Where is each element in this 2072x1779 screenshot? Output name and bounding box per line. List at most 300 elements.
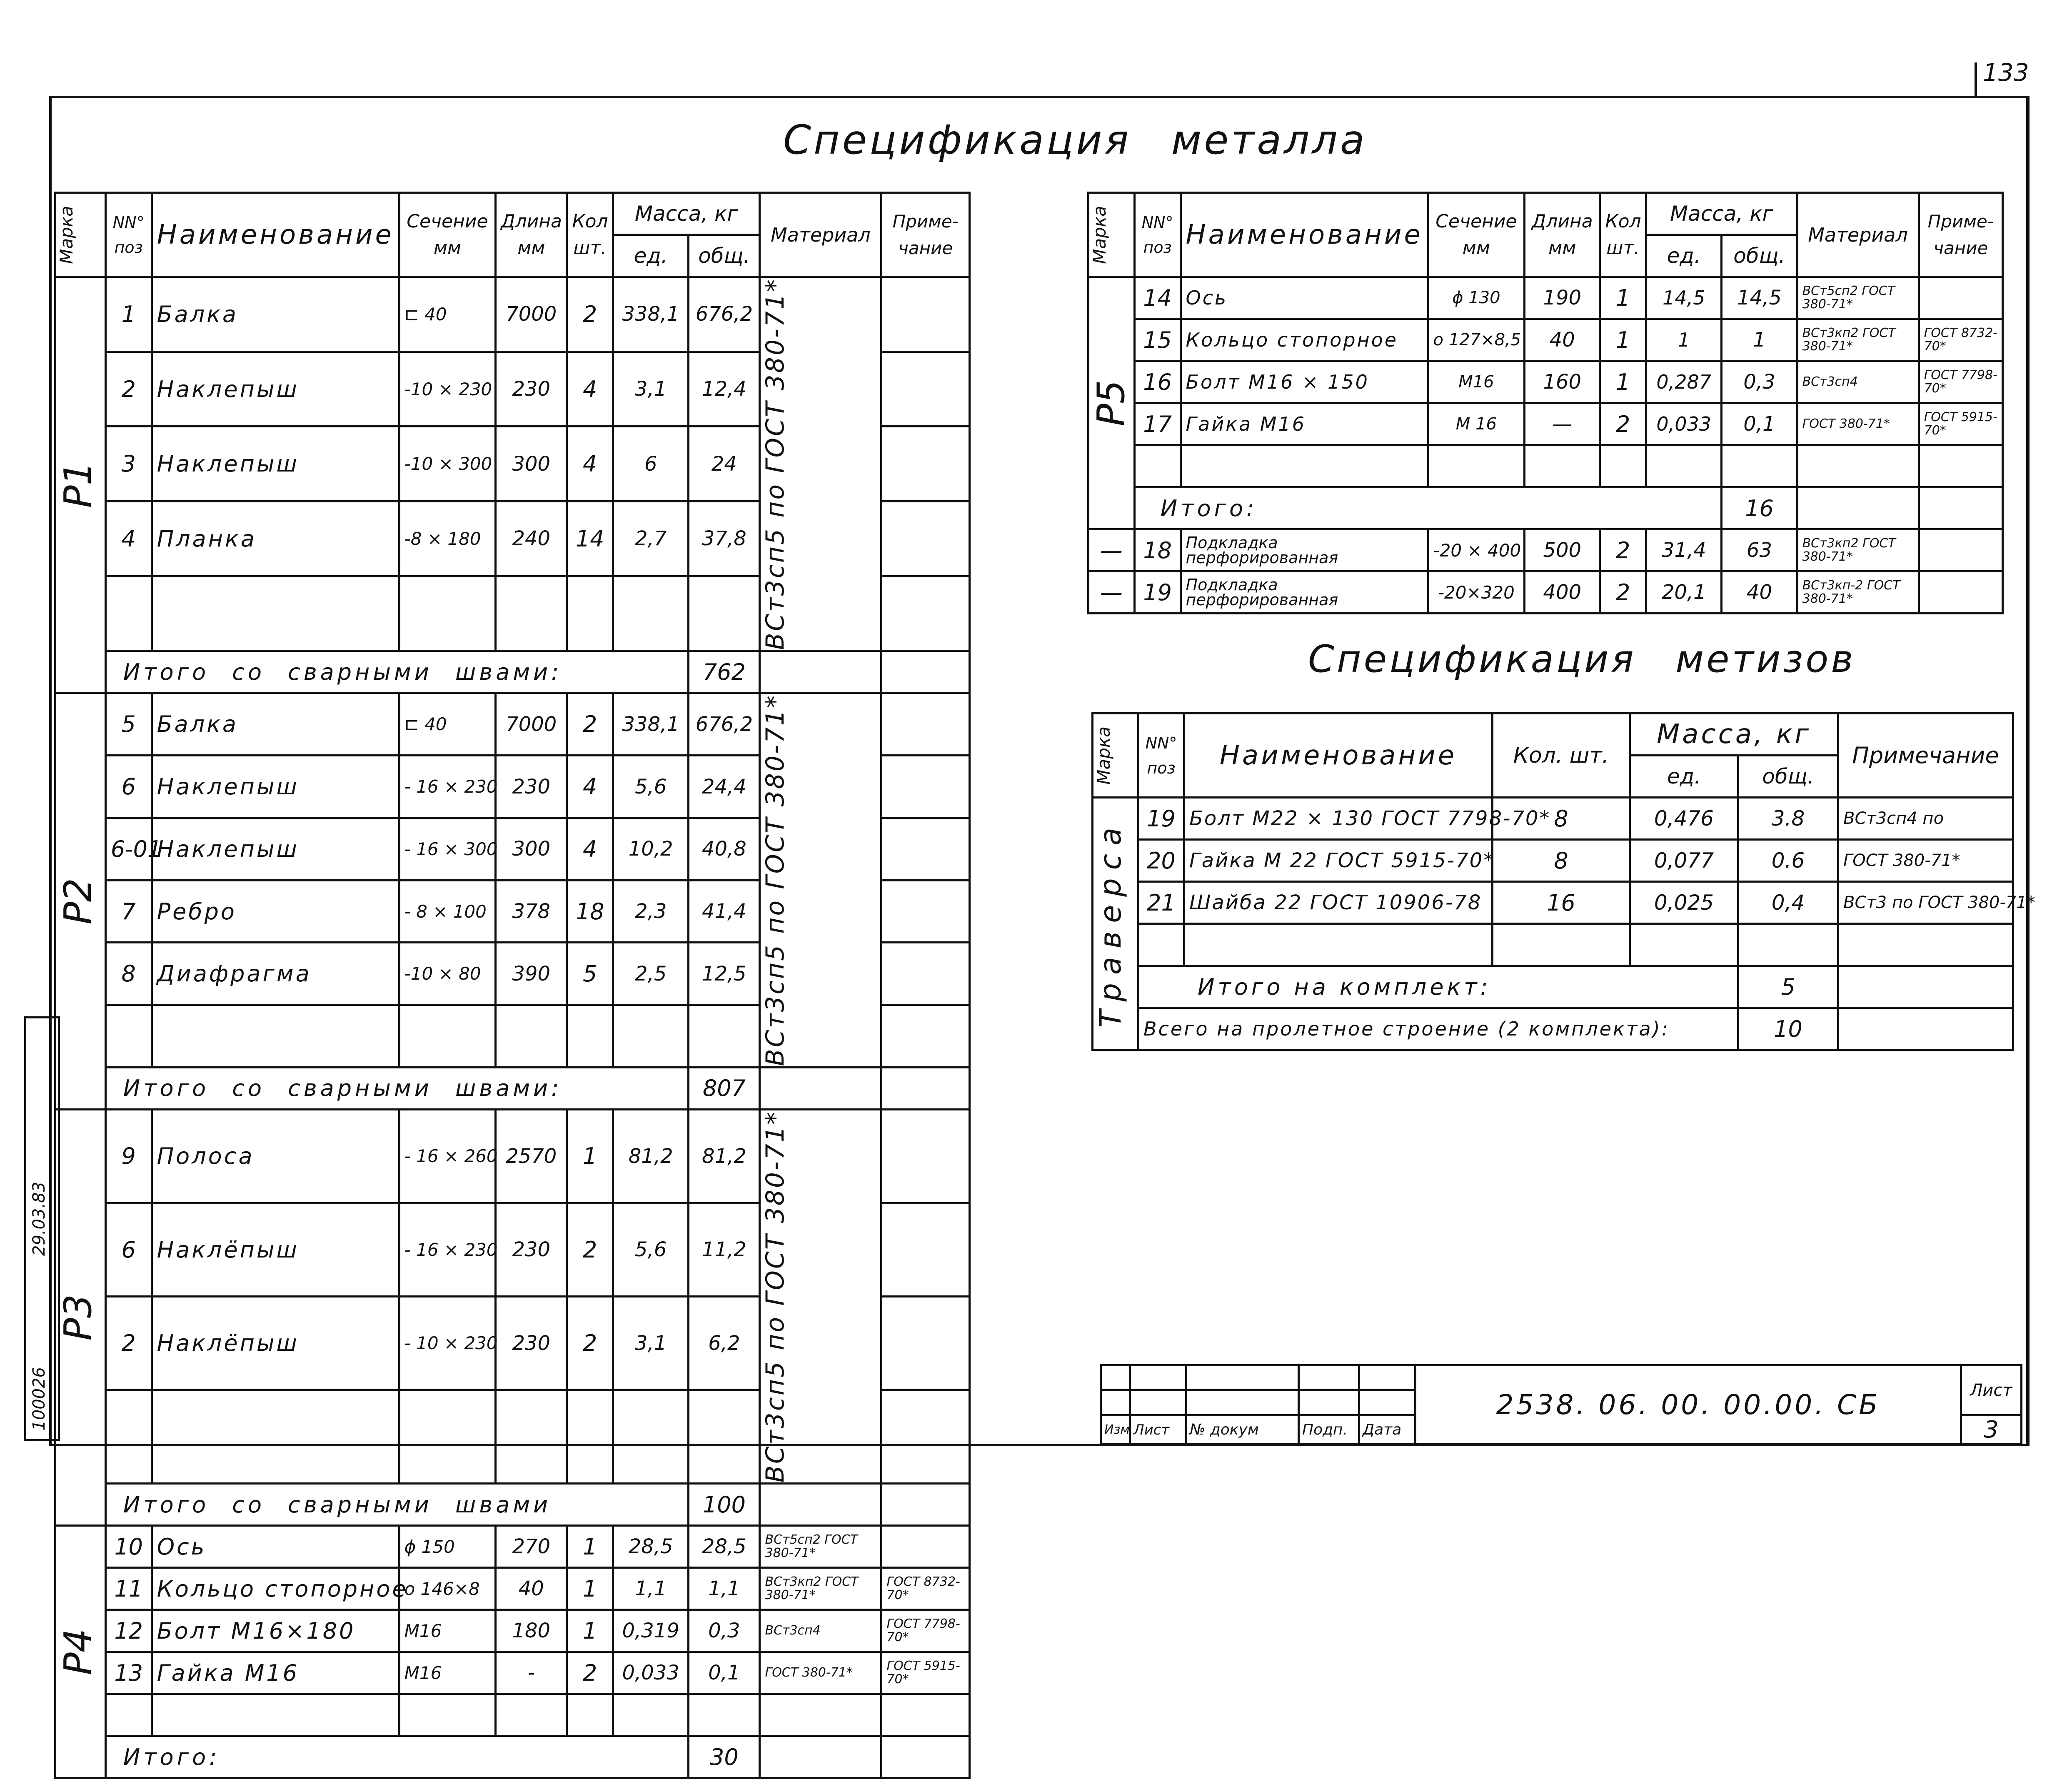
cell-section: М16: [399, 1610, 496, 1652]
blank-cell: [1184, 924, 1493, 966]
tb-col-doc: № докум: [1186, 1415, 1299, 1445]
tb-col-izm: Изм: [1101, 1415, 1130, 1445]
tb-col-list: Лист: [1130, 1415, 1186, 1445]
cell-pos: 1: [105, 277, 152, 352]
header-name: Наименование: [1181, 193, 1428, 277]
cell-pos: 9: [105, 1109, 152, 1203]
cell-qty: 5: [567, 943, 613, 1005]
cell-mass-total: 63: [1722, 529, 1797, 571]
table-row: [55, 1610, 970, 1652]
blank-cell: [613, 1005, 689, 1068]
cell-name: Планка: [152, 502, 399, 576]
cell-mass-total: 0,4: [1738, 882, 1838, 924]
cell-mass-unit: 28,5: [613, 1526, 689, 1568]
cell-name: Болт М22 × 130 ГОСТ 7798-70*: [1184, 798, 1493, 840]
cell-length: —: [1525, 403, 1600, 445]
cell-mass-unit: 3,1: [613, 352, 689, 427]
cell-mass-unit: 6: [613, 427, 689, 502]
cell-length: -: [496, 1652, 567, 1694]
header-pos: NN° поз: [105, 193, 152, 277]
side-stamp-date: 29.03.83: [30, 1181, 49, 1256]
cell-length: 390: [496, 943, 567, 1005]
summary-material: [760, 651, 881, 693]
cell-mass-total: 40,8: [689, 818, 760, 880]
cell-section: о 127×8,5: [1428, 319, 1525, 361]
cell-material: ВСт3кп2 ГОСТ 380-71*: [1797, 529, 1919, 571]
summary-value: 5: [1738, 966, 1838, 1008]
cell-name: Балка: [152, 693, 399, 756]
total-label: Всего на пролетное строение (2 комплекта):: [1138, 1008, 1738, 1050]
blank-cell: [1630, 924, 1738, 966]
cell-name: Подкладка перфорированная: [1181, 529, 1428, 571]
cell-note: [1919, 571, 2002, 614]
table-row: [55, 1109, 970, 1203]
cell-name: Полоса: [152, 1109, 399, 1203]
table-row: [55, 693, 970, 756]
title-hardware: Спецификация метизов: [1308, 637, 1856, 681]
summary-label: Итого:: [105, 1736, 689, 1778]
cell-mass-unit: 14,5: [1646, 277, 1722, 319]
metal-spec-table-right: [1087, 192, 2004, 614]
cell-material: ГОСТ 380-71*: [760, 1652, 881, 1694]
cell-pos: 15: [1134, 319, 1181, 361]
cell-mass-unit: 2,3: [613, 880, 689, 943]
header-length: Длина мм: [496, 193, 567, 277]
hw-header-mark: [1093, 714, 1138, 798]
blank-cell: [105, 1694, 152, 1736]
cell-note: ГОСТ 7798-70*: [881, 1610, 970, 1652]
cell-name: Кольцо стопорное: [1181, 319, 1428, 361]
summary-material: [760, 1484, 881, 1526]
cell-mass-unit: 1,1: [613, 1568, 689, 1610]
cell-name: Болт М16 × 150: [1181, 361, 1428, 403]
blank-cell: [1919, 445, 2002, 487]
cell-name: Подкладка перфорированная: [1181, 571, 1428, 614]
blank-cell: [613, 1390, 689, 1484]
group-mark-text: Р5: [1089, 379, 1133, 427]
doc-code: 2538. 06. 00. 00.00. СБ: [1415, 1365, 1961, 1445]
cell-name: Гайка М16: [152, 1652, 399, 1694]
summary-label: Итого со сварными швами: [105, 1484, 689, 1526]
cell-pos: 7: [105, 880, 152, 943]
cell-qty: 2: [567, 1203, 613, 1297]
group-mark: [55, 693, 106, 1109]
cell-mass-total: 24,4: [689, 756, 760, 818]
cell-qty: 1: [1600, 361, 1646, 403]
cell-name: Ребро: [152, 880, 399, 943]
cell-pos: 12: [105, 1610, 152, 1652]
blank-row: [1093, 924, 2013, 966]
cell-pos: 6-01: [105, 818, 152, 880]
cell-mass-unit: 10,2: [613, 818, 689, 880]
cell-note: [881, 1109, 970, 1203]
cell-qty: 4: [567, 352, 613, 427]
cell-name: Ось: [152, 1526, 399, 1568]
hw-header-note: Примечание: [1838, 714, 2013, 798]
cell-material: ВСт3сп4: [760, 1610, 881, 1652]
cell-mass-unit: 0,033: [613, 1652, 689, 1694]
summary-note: [1838, 966, 2013, 1008]
blank-row: [55, 1694, 970, 1736]
cell-qty: 2: [567, 1652, 613, 1694]
cell-mass-total: 14,5: [1722, 277, 1797, 319]
group-material-text: ВСт3сп5 по ГОСТ 380-71*: [761, 1110, 790, 1483]
group-mark-text: Р4: [56, 1629, 100, 1675]
summary-row: [1088, 487, 2003, 529]
blank-cell: [496, 1694, 567, 1736]
summary-value: 100: [689, 1484, 760, 1526]
cell-qty: 2: [567, 693, 613, 756]
cell-section: - 16 × 260: [399, 1109, 496, 1203]
summary-row: [55, 651, 970, 693]
cell-pos: 11: [105, 1568, 152, 1610]
blank-cell: [689, 576, 760, 651]
cell-pos: 20: [1138, 840, 1184, 882]
cell-qty: 8: [1493, 798, 1630, 840]
cell-pos: 16: [1134, 361, 1181, 403]
cell-material: ВСт3сп4: [1797, 361, 1919, 403]
top-right-tick: [1975, 62, 1977, 96]
blank-cell: [881, 576, 970, 651]
cell-pos: 3: [105, 427, 152, 502]
cell-pos: 13: [105, 1652, 152, 1694]
cell-note: ГОСТ 380-71*: [1838, 840, 2013, 882]
blank-cell: [881, 1390, 970, 1484]
cell-mass-total: 28,5: [689, 1526, 760, 1568]
cell-name: Шайба 22 ГОСТ 10906-78: [1184, 882, 1493, 924]
group-mark-text: Р2: [56, 878, 100, 925]
cell-note: [881, 880, 970, 943]
summary-note: [881, 1484, 970, 1526]
cell-name: Наклёпыш: [152, 1297, 399, 1390]
cell-length: 40: [496, 1568, 567, 1610]
table-row: [1088, 571, 2003, 614]
hw-header-mark-text: Марка: [1093, 726, 1114, 785]
summary-label: Итого на комплект:: [1138, 966, 1738, 1008]
cell-qty: 1: [567, 1568, 613, 1610]
summary-material: [760, 1736, 881, 1778]
header-name: Наименование: [152, 193, 399, 277]
cell-mass-unit: 0,476: [1630, 798, 1738, 840]
cell-mass-total: 676,2: [689, 277, 760, 352]
table-row: [1093, 882, 2013, 924]
cell-mass-total: 12,4: [689, 352, 760, 427]
header-note: Приме- чание: [1919, 193, 2002, 277]
group-material: [760, 1109, 881, 1483]
cell-pos: 6: [105, 756, 152, 818]
cell-pos: 8: [105, 943, 152, 1005]
blank-cell: [760, 1694, 881, 1736]
cell-note: [881, 502, 970, 576]
cell-mass-unit: 0,287: [1646, 361, 1722, 403]
cell-length: 160: [1525, 361, 1600, 403]
cell-mass-unit: 31,4: [1646, 529, 1722, 571]
blank-cell: [1493, 924, 1630, 966]
blank-cell: [567, 1005, 613, 1068]
cell-mass-unit: 338,1: [613, 693, 689, 756]
cell-name: Кольцо стопорное: [152, 1568, 399, 1610]
cell-pos: 19: [1134, 571, 1181, 614]
cell-note: ГОСТ 5915-70*: [1919, 403, 2002, 445]
group-mark: [55, 277, 106, 693]
cell-mass-unit: 81,2: [613, 1109, 689, 1203]
cell-note: ВСт3 по ГОСТ 380-71*: [1838, 882, 2013, 924]
cell-qty: 1: [1600, 277, 1646, 319]
cell-mass-total: 3.8: [1738, 798, 1838, 840]
cell-qty: 4: [567, 756, 613, 818]
cell-name: Гайка М 22 ГОСТ 5915-70*: [1184, 840, 1493, 882]
cell-material: ГОСТ 380-71*: [1797, 403, 1919, 445]
hw-header-pos: NN° поз: [1138, 714, 1184, 798]
summary-value: 807: [689, 1067, 760, 1109]
blank-cell: [613, 1694, 689, 1736]
cell-material: ВСт5сп2 ГОСТ 380-71*: [1797, 277, 1919, 319]
cell-mark: —: [1088, 571, 1135, 614]
metal-spec-table-left: [54, 192, 971, 1779]
cell-section: М16: [399, 1652, 496, 1694]
cell-note: [881, 1297, 970, 1390]
cell-note: [881, 277, 970, 352]
hw-header-name: Наименование: [1184, 714, 1493, 798]
blank-cell: [399, 1694, 496, 1736]
cell-note: ГОСТ 5915-70*: [881, 1652, 970, 1694]
blank-cell: [567, 576, 613, 651]
cell-qty: 4: [567, 818, 613, 880]
cell-length: 300: [496, 818, 567, 880]
blank-cell: [1797, 445, 1919, 487]
total-note: [1838, 1008, 2013, 1050]
cell-length: 270: [496, 1526, 567, 1568]
blank-cell: [689, 1390, 760, 1484]
blank-cell: [496, 1005, 567, 1068]
cell-section: -10 × 80: [399, 943, 496, 1005]
blank-cell: [399, 1005, 496, 1068]
summary-row: [55, 1484, 970, 1526]
cell-pos: 14: [1134, 277, 1181, 319]
cell-name: Болт М16×180: [152, 1610, 399, 1652]
cell-note: ГОСТ 8732-70*: [881, 1568, 970, 1610]
cell-qty: 14: [567, 502, 613, 576]
cell-mass-total: 0,3: [689, 1610, 760, 1652]
header-section: Сечение мм: [1428, 193, 1525, 277]
blank-cell: [152, 1694, 399, 1736]
cell-qty: 8: [1493, 840, 1630, 882]
cell-note: ВСт3сп4 по: [1838, 798, 2013, 840]
cell-pos: 2: [105, 1297, 152, 1390]
cell-name: Наклепыш: [152, 427, 399, 502]
table-row: [1088, 529, 2003, 571]
cell-mass-total: 676,2: [689, 693, 760, 756]
sheet-number: 3: [1961, 1415, 2022, 1445]
side-stamp-inv: 100026: [30, 1367, 49, 1431]
group-mark: [55, 1109, 106, 1525]
blank-cell: [105, 1005, 152, 1068]
total-value: 10: [1738, 1008, 1838, 1050]
blank-cell: [105, 576, 152, 651]
summary-label: Итого:: [1134, 487, 1722, 529]
cell-mass-unit: 20,1: [1646, 571, 1722, 614]
cell-note: [881, 352, 970, 427]
total-row: [1093, 1008, 2013, 1050]
cell-mass-unit: 0,319: [613, 1610, 689, 1652]
hw-header-total: общ.: [1738, 756, 1838, 798]
cell-mass-total: 40: [1722, 571, 1797, 614]
header-mark: [1088, 193, 1135, 277]
summary-material: [760, 1067, 881, 1109]
header-mass: Масса, кг: [613, 193, 760, 235]
group-mark: [55, 1526, 106, 1778]
cell-mass-total: 41,4: [689, 880, 760, 943]
cell-section: - 8 × 100: [399, 880, 496, 943]
summary-label: Итого со сварными швами:: [105, 1067, 689, 1109]
cell-mass-total: 11,2: [689, 1203, 760, 1297]
cell-pos: 2: [105, 352, 152, 427]
blank-cell: [567, 1390, 613, 1484]
cell-note: ГОСТ 8732-70*: [1919, 319, 2002, 361]
cell-length: 400: [1525, 571, 1600, 614]
cell-length: 230: [496, 756, 567, 818]
summary-note: [881, 651, 970, 693]
hardware-spec-table: [1091, 712, 2035, 1051]
group-material-text: ВСт3сп5 по ГОСТ 380-71*: [761, 278, 790, 650]
blank-cell: [1138, 924, 1184, 966]
cell-mass-unit: 1: [1646, 319, 1722, 361]
cell-section: ⊏ 40: [399, 277, 496, 352]
table-row: [1088, 277, 2003, 319]
cell-mass-total: 12,5: [689, 943, 760, 1005]
cell-note: [881, 1526, 970, 1568]
cell-name: Ось: [1181, 277, 1428, 319]
cell-section: ϕ 130: [1428, 277, 1525, 319]
header-section: Сечение мм: [399, 193, 496, 277]
cell-note: [881, 1203, 970, 1297]
cell-note: [881, 427, 970, 502]
summary-value: 16: [1722, 487, 1797, 529]
group-mark: [1088, 277, 1135, 529]
cell-material: ВСт5сп2 ГОСТ 380-71*: [760, 1526, 881, 1568]
summary-value: 30: [689, 1736, 760, 1778]
cell-mass-unit: 0,077: [1630, 840, 1738, 882]
group-material: [760, 693, 881, 1067]
cell-length: 230: [496, 352, 567, 427]
cell-mass-unit: 2,5: [613, 943, 689, 1005]
blank-cell: [105, 1390, 152, 1484]
cell-length: 180: [496, 1610, 567, 1652]
cell-mass-total: 0,3: [1722, 361, 1797, 403]
cell-mass-total: 1: [1722, 319, 1797, 361]
group-mark-text: Р1: [56, 462, 100, 508]
blank-cell: [881, 1005, 970, 1068]
blank-row: [1088, 445, 2003, 487]
cell-length: 378: [496, 880, 567, 943]
blank-cell: [1428, 445, 1525, 487]
cell-qty: 1: [567, 1610, 613, 1652]
cell-length: 40: [1525, 319, 1600, 361]
cell-section: ϕ 150: [399, 1526, 496, 1568]
blank-cell: [1646, 445, 1722, 487]
blank-cell: [1600, 445, 1646, 487]
blank-cell: [152, 1390, 399, 1484]
cell-mass-total: 24: [689, 427, 760, 502]
summary-note: [881, 1736, 970, 1778]
blank-cell: [1738, 924, 1838, 966]
summary-note: [881, 1067, 970, 1109]
hw-group-mark-text: Траверса: [1093, 819, 1128, 1028]
cell-qty: 2: [567, 277, 613, 352]
cell-length: 230: [496, 1297, 567, 1390]
summary-label: Итого со сварными швами:: [105, 651, 689, 693]
cell-pos: 19: [1138, 798, 1184, 840]
cell-section: -8 × 180: [399, 502, 496, 576]
header-qty: Кол шт.: [1600, 193, 1646, 277]
cell-qty: 1: [567, 1109, 613, 1203]
cell-pos: 21: [1138, 882, 1184, 924]
blank-cell: [1525, 445, 1600, 487]
cell-section: -10 × 300: [399, 427, 496, 502]
cell-section: -20×320: [1428, 571, 1525, 614]
cell-pos: 18: [1134, 529, 1181, 571]
cell-mass-total: 0.6: [1738, 840, 1838, 882]
cell-section: М16: [1428, 361, 1525, 403]
cell-length: 300: [496, 427, 567, 502]
cell-section: М 16: [1428, 403, 1525, 445]
tb-col-sign: Подп.: [1299, 1415, 1359, 1445]
cell-length: 240: [496, 502, 567, 576]
table-row: [55, 1568, 970, 1610]
header-mass-unit: ед.: [1646, 235, 1722, 277]
cell-section: о 146×8: [399, 1568, 496, 1610]
cell-pos: 6: [105, 1203, 152, 1297]
cell-mass-unit: 338,1: [613, 277, 689, 352]
header-mass-total: общ.: [1722, 235, 1797, 277]
blank-cell: [152, 576, 399, 651]
cell-qty: 2: [1600, 529, 1646, 571]
table-row: [1088, 361, 2003, 403]
cell-name: Балка: [152, 277, 399, 352]
table-row: [1088, 319, 2003, 361]
table-row: [1088, 403, 2003, 445]
header-note: Приме- чание: [881, 193, 970, 277]
cell-note: [1919, 277, 2002, 319]
cell-mass-unit: 2,7: [613, 502, 689, 576]
cell-section: ⊏ 40: [399, 693, 496, 756]
cell-qty: 2: [1600, 571, 1646, 614]
cell-length: 7000: [496, 693, 567, 756]
cell-pos: 17: [1134, 403, 1181, 445]
header-qty: Кол шт.: [567, 193, 613, 277]
table-row: [1093, 840, 2013, 882]
cell-mass-total: 81,2: [689, 1109, 760, 1203]
summary-value: 762: [689, 651, 760, 693]
cell-length: 190: [1525, 277, 1600, 319]
table-row: [55, 277, 970, 352]
header-material: Материал: [1797, 193, 1919, 277]
cell-note: [881, 818, 970, 880]
cell-mass-total: 1,1: [689, 1568, 760, 1610]
title-metal: Спецификация металла: [783, 117, 1367, 163]
summary-material: [1797, 487, 1919, 529]
cell-length: 500: [1525, 529, 1600, 571]
cell-section: - 16 × 300: [399, 818, 496, 880]
cell-qty: 18: [567, 880, 613, 943]
cell-note: [881, 693, 970, 756]
cell-material: ВСт3кп2 ГОСТ 380-71*: [760, 1568, 881, 1610]
cell-qty: 1: [567, 1526, 613, 1568]
blank-cell: [1181, 445, 1428, 487]
cell-pos: 10: [105, 1526, 152, 1568]
cell-qty: 16: [1493, 882, 1630, 924]
cell-mass-unit: 5,6: [613, 756, 689, 818]
